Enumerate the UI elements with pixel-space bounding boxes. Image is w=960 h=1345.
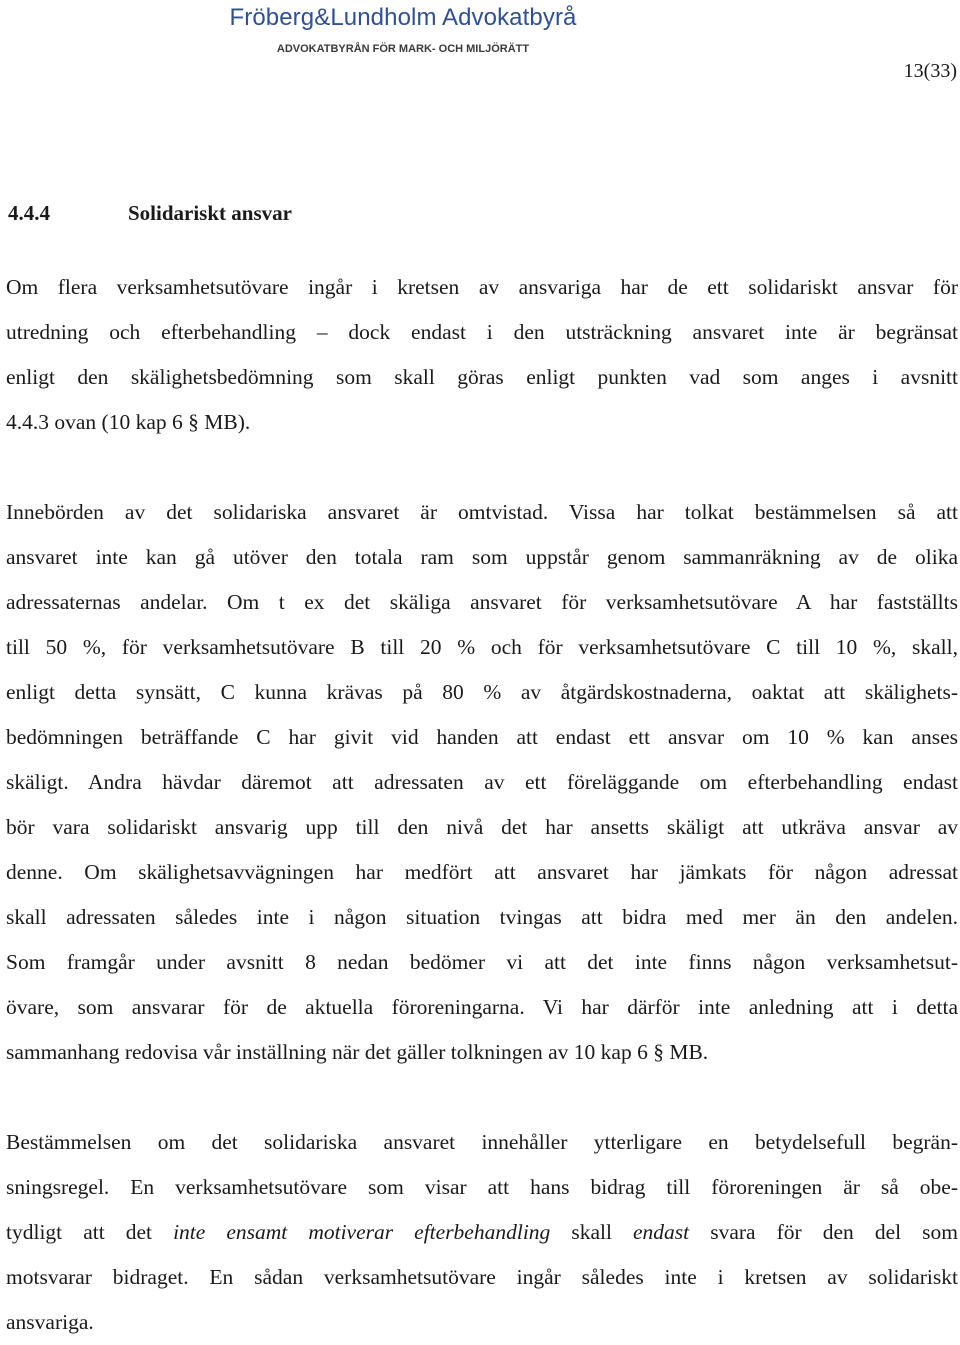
paragraph-limitation-rule bbox=[6, 1120, 958, 1345]
text-line: enligt detta synsätt, C kunna krävas på 80 % av åtgärdskostnaderna, oaktat att skälighets- bbox=[6, 680, 958, 704]
text-line: sningsregel. En verksamhetsutövare som visar att hans bidrag till föroreningen är så obe- bbox=[6, 1175, 958, 1199]
text-line: Innebörden av det solidariska ansvaret är omtvistad. Vissa har tolkat bestämmelsen så att bbox=[6, 500, 958, 524]
text-line: enligt den skälighetsbedömning som skall göras enligt punkten vad som anges i avsnitt bbox=[6, 365, 958, 389]
section-number: 4.4.4 bbox=[8, 201, 50, 225]
text-run: skall bbox=[550, 1220, 634, 1244]
text-line-mixed bbox=[6, 1210, 958, 1255]
paragraph-interpretation bbox=[6, 490, 958, 1075]
section-heading bbox=[8, 201, 292, 226]
text-line: adressaternas andelar. Om t ex det skäliga ansvaret för verksamhetsutövare A har fastställts bbox=[6, 590, 958, 614]
paragraph-joint-liability bbox=[6, 265, 958, 445]
text-line: övare, som ansvarar för de aktuella föroreningarna. Vi har därför inte anledning att i detta bbox=[6, 995, 958, 1019]
text-run: svara för den del som bbox=[689, 1220, 958, 1244]
section-title: Solidariskt ansvar bbox=[128, 201, 292, 225]
text-line: bedömningen beträffande C har givit vid handen att endast ett ansvar om 10 % kan anses bbox=[6, 725, 958, 749]
text-line: skall adressaten således inte i någon situation tvingas att bidra med mer än den andelen. bbox=[6, 905, 958, 929]
page-number: 13(33) bbox=[903, 60, 957, 82]
text-line: bör vara solidariskt ansvarig upp till den nivå det har ansetts skäligt att utkräva ansvar av bbox=[6, 815, 958, 839]
text-line: ansvariga. bbox=[6, 1310, 94, 1334]
text-line: sammanhang redovisa vår inställning när det gäller tolkningen av 10 kap 6 § MB. bbox=[6, 1040, 709, 1064]
text-line: 4.4.3 ovan (10 kap 6 § MB). bbox=[6, 410, 251, 434]
text-line: Som framgår under avsnitt 8 nedan bedömer vi att det inte finns någon verksamhetsut- bbox=[6, 950, 958, 974]
firm-tagline: ADVOKATBYRÅN FÖR MARK- OCH MILJÖRÄTT bbox=[276, 43, 530, 55]
italic-text: inte ensamt motiverar efterbehandling bbox=[173, 1220, 551, 1244]
text-line: motsvarar bidraget. En sådan verksamhetsutövare ingår således inte i kretsen av solidariskt bbox=[6, 1265, 958, 1289]
text-line: skäligt. Andra hävdar däremot att adressaten av ett föreläggande om efterbehandling endast bbox=[6, 770, 958, 794]
text-line: utredning och efterbehandling – dock endast i den utsträckning ansvaret inte är begränsat bbox=[6, 320, 958, 344]
italic-text: endast bbox=[633, 1220, 690, 1244]
text-line: denne. Om skälighetsavvägningen har medfört att ansvaret har jämkats för någon adressat bbox=[6, 860, 958, 884]
text-line: ansvaret inte kan gå utöver den totala ram som uppstår genom sammanräkning av de olika bbox=[6, 545, 958, 569]
text-line: till 50 %, för verksamhetsutövare B till 20 % och för verksamhetsutövare C till 10 %, skall, bbox=[6, 635, 958, 659]
text-run: tydligt att det bbox=[6, 1220, 174, 1244]
firm-name: Fröberg&Lundholm Advokatbyrå bbox=[229, 4, 577, 31]
text-line: Bestämmelsen om det solidariska ansvaret innehåller ytterligare en betydelsefull begrän- bbox=[6, 1130, 958, 1154]
text-line: Om flera verksamhetsutövare ingår i kretsen av ansvariga har de ett solidariskt ansvar för bbox=[6, 275, 958, 299]
